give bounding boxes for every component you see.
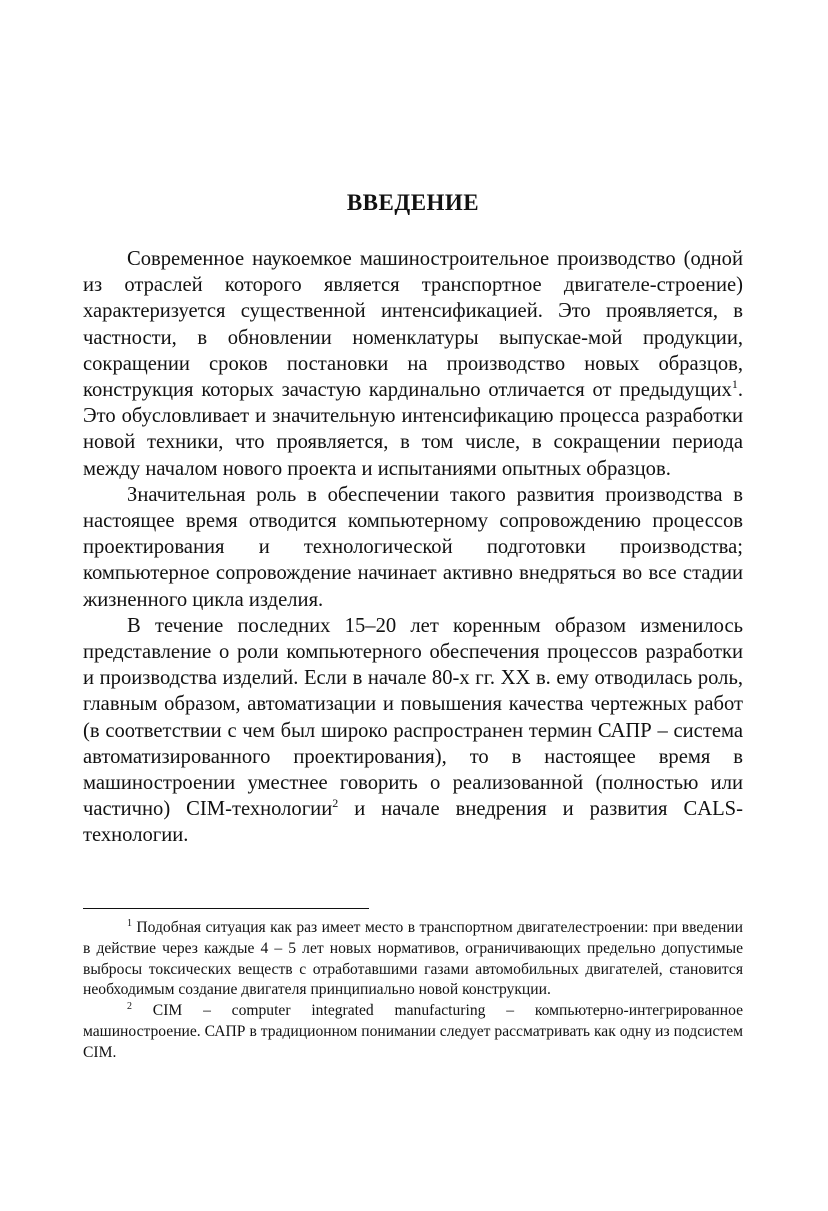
footnote-2: [83, 1001, 743, 1063]
paragraph-2: Значительная роль в обеспечении такого развития производства в настоящее время отводится компьютерному сопровождению процессов проектирования и технологической подготовки производства; компьютерное сопровождение начинает активно внедряться во все стадии жизненного цикла изделия.: [83, 483, 743, 611]
footnote-ref-1[interactable]: 1: [731, 377, 738, 392]
footnote-2-mark: 2: [127, 1001, 132, 1012]
paragraph-3-text-b: и начале внедрения и развития CALS-технологии.: [83, 798, 743, 847]
footnotes: [83, 918, 743, 1064]
footnote-2-text: CIM – computer integrated manufacturing – компьютерно-интегрированное машиностроение. САПР в традиционном понимании следует рассматривать как одну из подсистем CIM.: [83, 1002, 743, 1061]
paragraph-3: [83, 613, 743, 849]
paragraph-1: [83, 246, 743, 482]
footnote-ref-2[interactable]: 2: [332, 796, 339, 811]
footnote-1-mark: 1: [127, 917, 132, 929]
paragraph-3-text-a: В течение последних 15–20 лет коренным образом изменилось представление о роли компьютерного обеспечения процессов разработки и производства изделий. Если в начале 80-х гг. XX в. ему отводилась роль, главным образом, автоматизации и повышения качества чертежных работ (в соответствии с чем был широко распространен термин САПР – система автоматизированного проектирования), то в настоящее время в машиностроении уместнее говорить о реализованной (полностью или частично) CIM-технологии: [83, 614, 743, 821]
body-text: [83, 246, 743, 849]
footnote-1: [83, 918, 743, 1001]
paragraph-1-text-b: . Это обусловливает и значительную интенсификацию процесса разработки новой техники, что проявляется, в том числе, в сокращении периода между началом нового проекта и испытаниями опытных образцов.: [83, 379, 743, 480]
footnote-divider: [83, 908, 369, 909]
paragraph-1-text-a: Современное наукоемкое машиностроительное производство (одной из отраслей которого является транспортное двигателе-строение) характеризуется существенной интенсификацией. Это проявляется, в частности, в обновлении номенклатуры выпускае-мой продукции, сокращении сроков постановки на производство новых образцов, конструкция которых зачастую кардинально отличается от предыдущих: [83, 248, 743, 402]
footnote-1-text: Подобная ситуация как раз имеет место в транспортном двигателестроении: при введении в действие через каждые 4 – 5 лет новых нормативов, ограничивающих предельно допустимые выбросы токсических веществ с отработавшими газами автомобильных двигателей, становится необходимым создание двигателя принципиально новой конструкции.: [83, 919, 743, 999]
page-title: ВВЕДЕНИЕ: [346, 190, 480, 215]
